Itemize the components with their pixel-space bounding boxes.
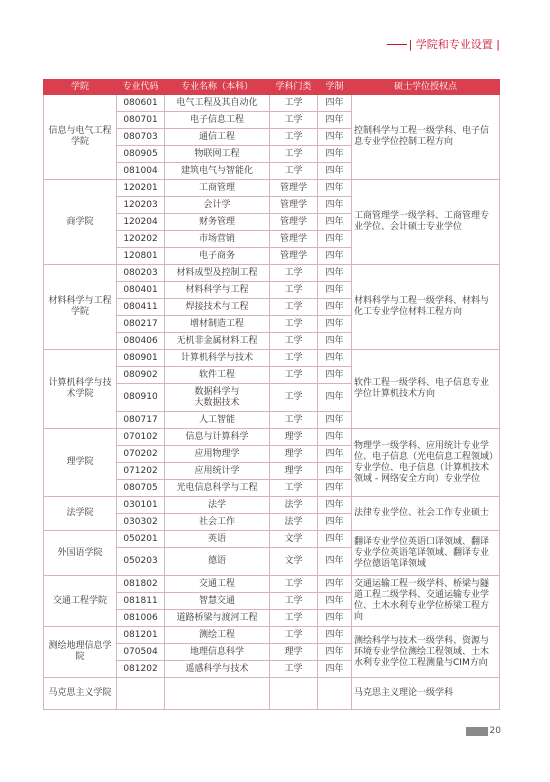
discipline-cell: 理学	[270, 644, 318, 661]
code-cell: 080601	[117, 95, 165, 112]
header-discipline: 学科门类	[270, 80, 318, 95]
college-cell: 材料科学与工程学院	[44, 265, 117, 350]
discipline-cell: 法学	[270, 497, 318, 514]
major-name-cell: 英语	[165, 531, 270, 548]
code-cell: 080910	[117, 384, 165, 412]
section-title: | 学院和专业设置 |	[408, 38, 500, 51]
master-auth-cell: 工商管理学一级学科、工商管理专业学位、会计硕士专业学位	[352, 180, 500, 265]
years-cell: 四年	[318, 661, 352, 678]
table-row	[44, 531, 500, 548]
code-cell: 081811	[117, 593, 165, 610]
years-cell: 四年	[318, 112, 352, 129]
college-cell: 测绘地理信息学院	[44, 627, 117, 678]
code-cell: 030302	[117, 514, 165, 531]
major-name-cell: 焊接技术与工程	[165, 299, 270, 316]
discipline-cell: 法学	[270, 514, 318, 531]
table-body	[44, 95, 500, 710]
discipline-cell: 工学	[270, 129, 318, 146]
discipline-cell	[270, 678, 318, 710]
discipline-cell: 工学	[270, 333, 318, 350]
master-auth-cell: 测绘科学与技术一级学科、资源与环境专业学位测绘工程领域、土木水利专业学位工程测量与CIM方向	[352, 627, 500, 678]
header-code: 专业代码	[117, 80, 165, 95]
major-name-cell: 数据科学与 大数据技术	[165, 384, 270, 412]
years-cell: 四年	[318, 197, 352, 214]
major-name-cell: 应用统计学	[165, 463, 270, 480]
major-name-cell: 光电信息科学与工程	[165, 480, 270, 497]
college-cell: 商学院	[44, 180, 117, 265]
years-cell: 四年	[318, 644, 352, 661]
header-college: 学院	[44, 80, 117, 95]
discipline-cell: 管理学	[270, 197, 318, 214]
code-cell: 070102	[117, 429, 165, 446]
years-cell: 四年	[318, 576, 352, 593]
master-auth-cell: 软件工程一级学科、电子信息专业学位计算机技术方向	[352, 350, 500, 429]
years-cell: 四年	[318, 248, 352, 265]
college-cell: 法学院	[44, 497, 117, 531]
code-cell: 081201	[117, 627, 165, 644]
major-name-cell: 增材制造工程	[165, 316, 270, 333]
years-cell: 四年	[318, 367, 352, 384]
page-footer	[466, 726, 501, 736]
code-cell: 070504	[117, 644, 165, 661]
years-cell: 四年	[318, 282, 352, 299]
college-cell: 理学院	[44, 429, 117, 497]
discipline-cell: 工学	[270, 610, 318, 627]
page-number: 20	[489, 726, 501, 736]
code-cell: 080703	[117, 129, 165, 146]
table-row	[44, 678, 500, 710]
discipline-cell: 工学	[270, 146, 318, 163]
major-name-cell: 人工智能	[165, 412, 270, 429]
discipline-cell: 工学	[270, 412, 318, 429]
master-auth-cell: 材料科学与工程一级学科、材料与化工专业学位材料工程方向	[352, 265, 500, 350]
major-name-cell: 社会工作	[165, 514, 270, 531]
years-cell: 四年	[318, 163, 352, 180]
years-cell: 四年	[318, 180, 352, 197]
years-cell: 四年	[318, 593, 352, 610]
code-cell: 080203	[117, 265, 165, 282]
major-name-cell: 地理信息科学	[165, 644, 270, 661]
code-cell: 070202	[117, 446, 165, 463]
discipline-cell: 工学	[270, 282, 318, 299]
years-cell: 四年	[318, 463, 352, 480]
header-years: 学制	[318, 80, 352, 95]
code-cell: 080217	[117, 316, 165, 333]
discipline-cell: 管理学	[270, 214, 318, 231]
master-auth-cell: 翻译专业学位英语口译领域、翻译专业学位英语笔译领域、翻译专业学位德语笔译领域	[352, 531, 500, 576]
years-cell: 四年	[318, 429, 352, 446]
years-cell: 四年	[318, 265, 352, 282]
table-row	[44, 627, 500, 644]
table-row	[44, 497, 500, 514]
major-name-cell: 会计学	[165, 197, 270, 214]
code-cell: 080401	[117, 282, 165, 299]
table-row	[44, 576, 500, 593]
code-cell: 080905	[117, 146, 165, 163]
code-cell: 081004	[117, 163, 165, 180]
major-name-cell: 道路桥梁与渡河工程	[165, 610, 270, 627]
years-cell: 四年	[318, 497, 352, 514]
header-major: 专业名称（本科）	[165, 80, 270, 95]
discipline-cell: 理学	[270, 429, 318, 446]
years-cell: 四年	[318, 548, 352, 576]
code-cell	[117, 678, 165, 710]
code-cell: 071202	[117, 463, 165, 480]
code-cell: 081006	[117, 610, 165, 627]
discipline-cell: 工学	[270, 163, 318, 180]
major-name-cell: 通信工程	[165, 129, 270, 146]
years-cell: 四年	[318, 95, 352, 112]
years-cell: 四年	[318, 214, 352, 231]
header-rule	[387, 44, 407, 45]
table-row	[44, 350, 500, 367]
code-cell: 080901	[117, 350, 165, 367]
college-cell: 马克思主义学院	[44, 678, 117, 710]
major-name-cell: 财务管理	[165, 214, 270, 231]
section-header	[387, 36, 500, 52]
major-name-cell: 市场营销	[165, 231, 270, 248]
years-cell: 四年	[318, 412, 352, 429]
code-cell: 080717	[117, 412, 165, 429]
code-cell: 080705	[117, 480, 165, 497]
college-cell: 计算机科学与技术学院	[44, 350, 117, 429]
discipline-cell: 工学	[270, 350, 318, 367]
major-name-cell: 工商管理	[165, 180, 270, 197]
years-cell: 四年	[318, 350, 352, 367]
years-cell: 四年	[318, 610, 352, 627]
major-name-cell: 物联网工程	[165, 146, 270, 163]
major-name-cell: 信息与计算科学	[165, 429, 270, 446]
major-name-cell: 软件工程	[165, 367, 270, 384]
years-cell: 四年	[318, 231, 352, 248]
years-cell: 四年	[318, 531, 352, 548]
code-cell: 081202	[117, 661, 165, 678]
code-cell: 120203	[117, 197, 165, 214]
years-cell: 四年	[318, 480, 352, 497]
major-table	[43, 79, 500, 710]
years-cell: 四年	[318, 446, 352, 463]
major-name-cell: 遥感科学与技术	[165, 661, 270, 678]
code-cell: 120202	[117, 231, 165, 248]
discipline-cell: 理学	[270, 463, 318, 480]
major-name-cell: 电子信息工程	[165, 112, 270, 129]
code-cell: 120204	[117, 214, 165, 231]
table-header-row	[44, 80, 500, 95]
discipline-cell: 工学	[270, 576, 318, 593]
years-cell: 四年	[318, 333, 352, 350]
code-cell: 081802	[117, 576, 165, 593]
discipline-cell: 工学	[270, 480, 318, 497]
discipline-cell: 工学	[270, 316, 318, 333]
master-auth-cell: 物理学一级学科、应用统计专业学位、电子信息（光电信息工程领域）专业学位、电子信息（计算机技术领域 - 网络安全方向）专业学位	[352, 429, 500, 497]
discipline-cell: 工学	[270, 384, 318, 412]
code-cell: 080411	[117, 299, 165, 316]
master-auth-cell: 马克思主义理论一级学科	[352, 678, 500, 710]
discipline-cell: 工学	[270, 627, 318, 644]
discipline-cell: 文学	[270, 531, 318, 548]
master-auth-cell: 法律专业学位、社会工作专业硕士	[352, 497, 500, 531]
discipline-cell: 工学	[270, 593, 318, 610]
discipline-cell: 工学	[270, 95, 318, 112]
code-cell: 120201	[117, 180, 165, 197]
code-cell: 080406	[117, 333, 165, 350]
major-name-cell: 电子商务	[165, 248, 270, 265]
major-name-cell: 德语	[165, 548, 270, 576]
discipline-cell: 工学	[270, 299, 318, 316]
discipline-cell: 工学	[270, 661, 318, 678]
major-name-cell: 交通工程	[165, 576, 270, 593]
code-cell: 050201	[117, 531, 165, 548]
discipline-cell: 管理学	[270, 231, 318, 248]
footer-bar	[466, 727, 488, 736]
master-auth-cell: 控制科学与工程一级学科、电子信息专业学位控制工程方向	[352, 95, 500, 180]
table-row	[44, 180, 500, 197]
major-name-cell: 无机非金属材料工程	[165, 333, 270, 350]
master-auth-cell: 交通运输工程一级学科、桥梁与隧道工程二级学科、交通运输专业学位、土木水利专业学位桥梁工程方向	[352, 576, 500, 627]
code-cell: 030101	[117, 497, 165, 514]
major-name-cell: 材料成型及控制工程	[165, 265, 270, 282]
major-name-cell: 法学	[165, 497, 270, 514]
years-cell: 四年	[318, 627, 352, 644]
code-cell: 120801	[117, 248, 165, 265]
major-name-cell: 智慧交通	[165, 593, 270, 610]
years-cell: 四年	[318, 514, 352, 531]
years-cell: 四年	[318, 299, 352, 316]
table-row	[44, 95, 500, 112]
code-cell: 050203	[117, 548, 165, 576]
major-name-cell: 电气工程及其自动化	[165, 95, 270, 112]
years-cell	[318, 678, 352, 710]
table-row	[44, 265, 500, 282]
major-name-cell: 应用物理学	[165, 446, 270, 463]
discipline-cell: 文学	[270, 548, 318, 576]
years-cell: 四年	[318, 129, 352, 146]
years-cell: 四年	[318, 384, 352, 412]
major-name-cell	[165, 678, 270, 710]
discipline-cell: 工学	[270, 367, 318, 384]
header-master-auth: 硕士学位授权点	[352, 80, 500, 95]
college-cell: 信息与电气工程学院	[44, 95, 117, 180]
discipline-cell: 管理学	[270, 180, 318, 197]
college-cell: 外国语学院	[44, 531, 117, 576]
table-row	[44, 429, 500, 446]
major-name-cell: 计算机科学与技术	[165, 350, 270, 367]
discipline-cell: 管理学	[270, 248, 318, 265]
major-name-cell: 建筑电气与智能化	[165, 163, 270, 180]
major-name-cell: 测绘工程	[165, 627, 270, 644]
discipline-cell: 理学	[270, 446, 318, 463]
college-cell: 交通工程学院	[44, 576, 117, 627]
code-cell: 080701	[117, 112, 165, 129]
years-cell: 四年	[318, 146, 352, 163]
code-cell: 080902	[117, 367, 165, 384]
discipline-cell: 工学	[270, 112, 318, 129]
years-cell: 四年	[318, 316, 352, 333]
major-name-cell: 材料科学与工程	[165, 282, 270, 299]
discipline-cell: 工学	[270, 265, 318, 282]
